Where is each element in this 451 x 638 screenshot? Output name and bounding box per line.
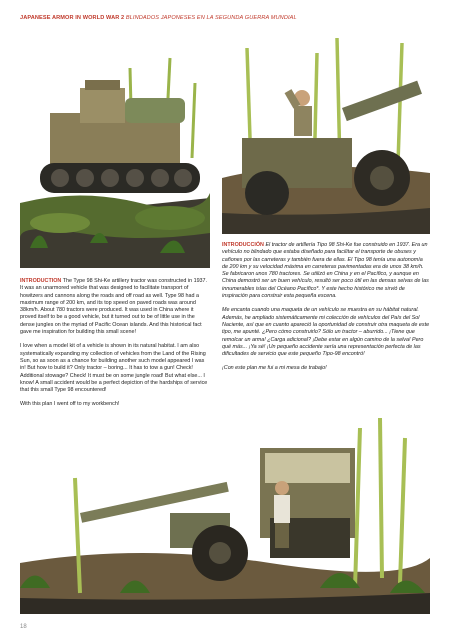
english-paragraph-3: With this plan I went off to my workbench!	[20, 401, 120, 408]
english-paragraph-2: I love when a model kit of a vehicle is shown in its natural habitat. I am also systematically expanding my collection of vehicles from the Land of the Rising Sun, so as soon as a chance for building another such model appeared I was in! But how to build it? Only tractor – boring... It has to tow a gun! Check! Additional stowage? Check! It must be on some jungle road! But what else... I know! A small accident would be a perfect depiction of the hardships of service that this small Type 98 encountered!	[20, 343, 208, 394]
full-diorama-image	[20, 418, 430, 614]
photo-tractor-diorama	[20, 28, 210, 268]
photo-full-diorama	[20, 418, 430, 614]
english-text-column	[20, 278, 210, 416]
header-title-spanish: BLINDADOS JAPONESES EN LA SEGUNDA GUERRA MUNDIAL	[125, 15, 297, 21]
spanish-lead: INTRODUCCIÓN	[222, 242, 264, 248]
spanish-paragraph-1: El tractor de artillería Tipo 98 Shi-Ke fue construido en 1937. Era un vehículo no blindado que estaba diseñado para facilitar el transporte de obuses y cañones por las carreteras y también fuera de ellas. El Tipo 98 tenía una autonomía de 200 km y su velocidad máxima en carreteras pavimentadas era de unos 38 km/h. Se fabricaron unos 780 tractores. Se utilizó en China y en el Pacífico, y aunque en China demostró ser un buen vehículo, resultó ser poco útil en las densas selvas de las innumerables islas del Océano Pacífico*. Y este hecho histórico me sirvió de inspiración para construir esta pequeña escena.	[222, 242, 429, 300]
english-paragraph-1: The Type 98 Shi-Ke artillery tractor was constructed in 1937. It was an unarmored vehicle that was designed to facilitate transport of howitzers and cannons along the roads and off road as well. Type 98 had a maximum range of 200 km, and its top speed on paved roads was around 38km/h. About 780 tractors were produced. It was used in China where it proved itself to be a good vehicle, but it turned out to be of little use in the dense jungles on the myriad of Pacific Ocean islands. And this historical fact gave me inspiration for building this small scene!	[20, 278, 208, 336]
spanish-text-column	[222, 242, 430, 380]
soldier-gun-image	[222, 28, 430, 234]
spanish-paragraph-3: ¡Con este plan me fui a mi mesa de trabajo!	[222, 365, 327, 372]
english-lead: INTRODUCTION	[20, 278, 62, 284]
tractor-diorama-image	[20, 28, 210, 268]
photo-soldier-gun	[222, 28, 430, 234]
spanish-paragraph-intro	[222, 242, 430, 300]
spanish-paragraph-2: Me encanta cuando una maqueta de un vehículo se muestra en su hábitat natural. Además, he ampliado sistemáticamente mi colección de vehículos del País del Sol Naciente, así que en cuanto apareció la oportunidad de construir otra maqueta de este tipo, me apunté. ¿Pero cómo construirlo? Sólo un tractor – aburrido... ¡Tiene que remolcar un arma! ¿Carga adicional? ¡Debe estar en algún camino de la selva! Pero qué más... ¡Ya sé! ¡Un pequeño accidente sería una representación perfecta de las dificultades de servicio que este pequeño Tipo-98 encontró!	[222, 307, 430, 358]
page-header	[20, 15, 440, 21]
english-paragraph-intro	[20, 278, 210, 336]
page-number: 18	[20, 624, 27, 630]
header-title-english: JAPANESE ARMOR IN WORLD WAR 2	[20, 15, 125, 21]
